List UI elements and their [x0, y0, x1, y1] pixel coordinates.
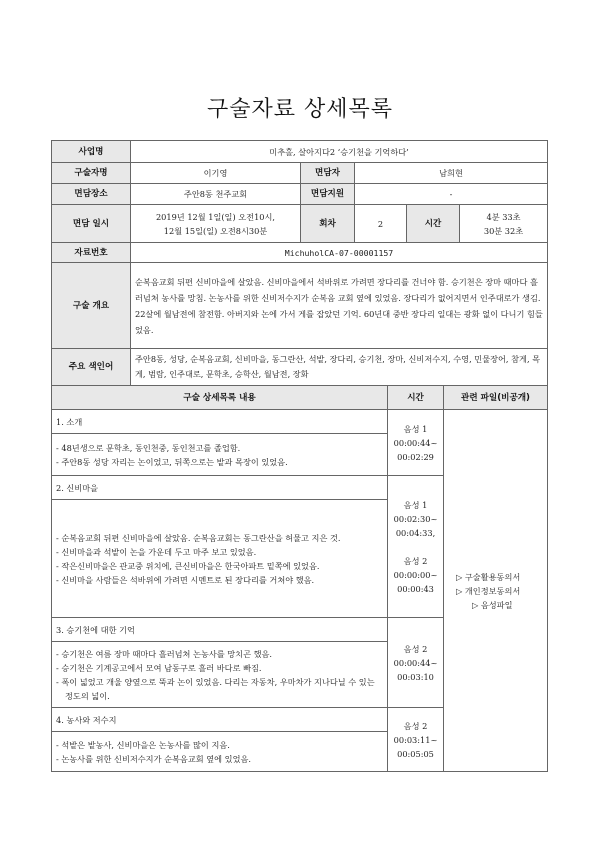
list-item: - 신비마을 사람들은 석바위에 가려면 시멘트로 된 장다리를 거쳐야 했음.: [56, 574, 315, 585]
date-label: 면담 일시: [52, 205, 131, 243]
time-text: 00:03:10: [397, 671, 434, 682]
list-item: - 주안8동 성당 자리는 논이었고, 뒤쪽으로는 밭과 목장이 있었음.: [56, 456, 288, 467]
metadata-table: [51, 140, 548, 386]
section-heading: 1. 소개: [52, 410, 388, 434]
time-cell: [407, 205, 548, 243]
date-value: [131, 205, 301, 243]
list-item: - 신비마을과 석밭이 논을 가운데 두고 마주 보고 있었음.: [56, 546, 257, 557]
time-text: 00:05:05: [397, 748, 434, 759]
interviewer-value: 남희현: [355, 163, 548, 184]
time-text: 00:00:44~: [393, 437, 438, 448]
time-header: 시간: [388, 386, 444, 410]
time-text: 00:02:29: [397, 451, 434, 462]
time-text: 00:03:11~: [393, 734, 438, 745]
support-value: -: [355, 184, 548, 205]
time-text: 음성 2: [403, 720, 428, 731]
time-text: 00:02:30~: [393, 513, 438, 524]
list-item: - 순복음교회 뒤편 신비마을에 살았음. 순복음교회는 동그란산을 허물고 지은 것.: [56, 532, 341, 543]
date-line-2: 12월 15일(일) 오전8시30분: [163, 225, 268, 236]
list-item: - 48년생으로 문학초, 동인천중, 동인천고를 졸업함.: [56, 442, 241, 453]
place-label: 면담장소: [52, 184, 131, 205]
list-item: - 승기천은 기계공고에서 모여 남동구로 흘러 바다로 빠짐.: [56, 662, 262, 673]
section-heading: 2. 신비마을: [52, 476, 388, 500]
section-heading: 3. 승기천에 대한 기억: [52, 618, 388, 642]
project-value: 미추홀, 살아지다2 ‘승기천을 기억하다’: [131, 141, 548, 163]
content-header: 구술 상세목록 내용: [52, 386, 388, 410]
section-body: [52, 500, 388, 618]
section-time: [388, 410, 444, 476]
section-time: [388, 476, 444, 618]
list-item: - 작은신비마을은 관교중 위치에, 큰신비마을은 한국아파트 밑쪽에 있었음.: [56, 560, 320, 571]
section-heading: 4. 농사와 저수지: [52, 708, 388, 732]
time-text: 00:00:00~: [393, 569, 438, 580]
section-time: [388, 708, 444, 772]
session-label: 회차: [301, 205, 355, 243]
page-title: 구술자료 상세목록: [206, 97, 393, 122]
time-text: 음성 1: [403, 499, 428, 510]
narrator-value: 이기영: [131, 163, 301, 184]
project-label: 사업명: [52, 141, 131, 163]
detail-table: [51, 385, 548, 772]
time-text: 00:00:43: [397, 583, 434, 594]
support-label: 면담지원: [301, 184, 355, 205]
time-line-2: 30분 32초: [483, 225, 524, 236]
time-label: 시간: [407, 205, 460, 242]
time-text: 음성 1: [403, 423, 428, 434]
summary-value: 순복음교회 뒤편 신비마을에 살았음. 신비마을에서 석바위로 가려면 장다리를 건너야 함. 승기천은 장마 때마다 흘러넘쳐 농사를 망침. 논농사를 위한 신비저수지가 순복음 교회 옆에 있었음. 장다리가 없어지면서 인주대로가 생김. 22살에 월남전에 참전함. 아버지와 논에 가서 게를 잡았던 기억. 60년대 중반 장다리 일대는 광화 없이 다니기 힘들었음.: [131, 263, 548, 349]
file-privacy-form: ▷ 개인정보동의서: [456, 585, 521, 596]
section-body: [52, 642, 388, 708]
date-line-1: 2019년 12월 1일(일) 오전10시,: [155, 211, 276, 222]
interviewer-label: 면담자: [301, 163, 355, 184]
time-line-1: 4분 33초: [486, 211, 521, 222]
index-value: 주안8동, 성당, 순복음교회, 신비마을, 동그란산, 석밭, 장다리, 승기천, 장마, 신비저수지, 수영, 민물장어, 참게, 목게, 범람, 인주대로, 문학초, 승학산, 월남전, 장화: [131, 349, 548, 386]
section-body: [52, 434, 388, 476]
file-audio: ▷ 음성파일: [472, 599, 513, 610]
related-files: [444, 410, 548, 772]
list-item: - 논농사를 위한 신비저수지가 순복음교회 옆에 있었음.: [56, 753, 251, 764]
list-item: - 석밭은 밭농사, 신비마을은 논농사를 많이 지음.: [56, 739, 230, 750]
section-time: [388, 618, 444, 708]
time-text: 00:04:33,: [395, 527, 436, 538]
narrator-label: 구술자명: [52, 163, 131, 184]
place-value: 주안8동 천주교회: [131, 184, 301, 205]
id-label: 자료번호: [52, 243, 131, 263]
list-item: - 폭이 넓었고 개울 양옆으로 뚝과 논이 있었음. 다리는 자동차, 우마차가 지나다닐 수 있는 정도의 넓이.: [56, 676, 375, 701]
id-value: MichuholCA-07-00001157: [131, 243, 548, 263]
time-text: 00:00:44~: [393, 657, 438, 668]
section-body: [52, 732, 388, 772]
time-text: 음성 2: [403, 643, 428, 654]
session-value: 2: [355, 205, 407, 243]
time-text: 음성 2: [403, 555, 428, 566]
summary-label: 구술 개요: [52, 263, 131, 349]
index-label: 주요 색인어: [52, 349, 131, 386]
file-consent-form: ▷ 구술활용동의서: [456, 571, 521, 582]
files-header: 관련 파일(비공개): [444, 386, 548, 410]
time-value: [460, 205, 547, 242]
list-item: - 승기천은 여름 장마 때마다 흘러넘쳐 논농사를 망치곤 했음.: [56, 648, 273, 659]
time-spacer: [392, 540, 439, 554]
